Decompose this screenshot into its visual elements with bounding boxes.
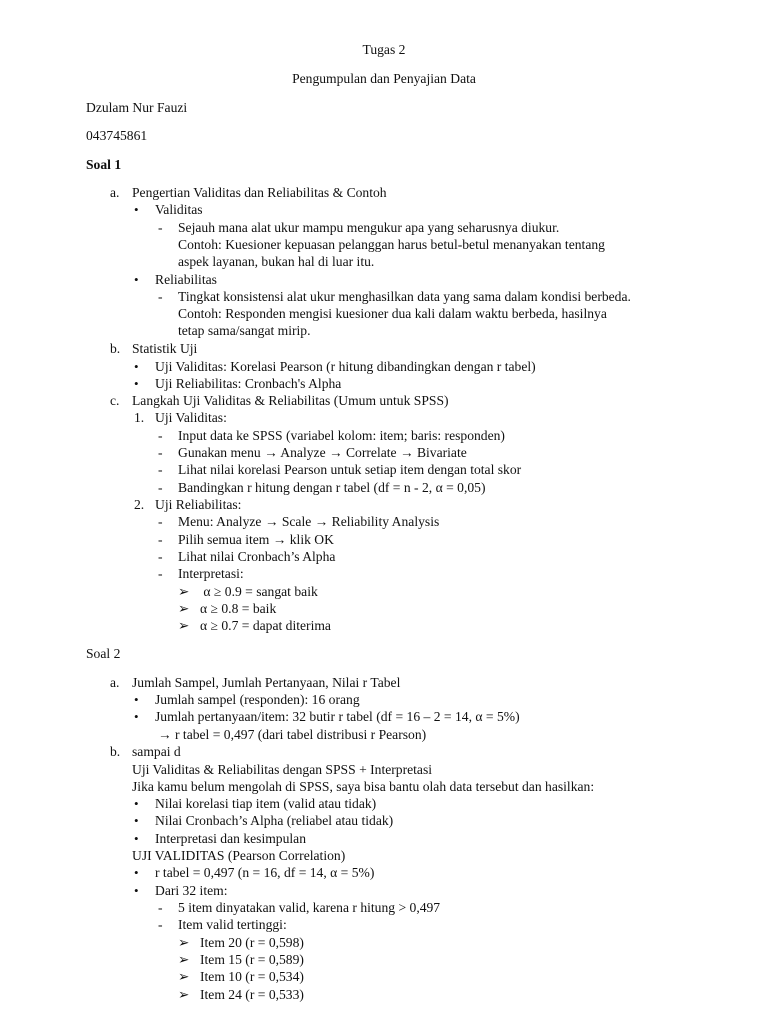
top-item: Item 24 (r = 0,533) <box>200 987 304 1002</box>
step-item: Lihat nilai korelasi Pearson untuk setiap item dengan total skor <box>178 462 522 477</box>
dash-marker: - <box>158 480 163 495</box>
step-item: Bandingkan r hitung dengan r tabel (df = n - 2, α = 0,05) <box>178 480 486 495</box>
step-item: Gunakan menu → Analyze → Correlate → Bivariate <box>178 445 467 460</box>
dash-marker: - <box>158 532 163 547</box>
document-subtitle: Pengumpulan dan Penyajian Data <box>292 71 476 86</box>
top-item: Item 15 (r = 0,589) <box>200 952 304 967</box>
arrow-bullet-icon: ➢ <box>178 952 190 967</box>
list-marker: a. <box>110 185 120 200</box>
interpretasi-item: α ≥ 0.9 = sangat baik <box>200 584 318 599</box>
list-marker: b. <box>110 341 121 356</box>
bullet-icon: • <box>134 376 139 391</box>
bullet-icon: • <box>134 272 139 287</box>
uji-validitas-heading: UJI VALIDITAS (Pearson Correlation) <box>132 848 346 863</box>
list-item: r tabel = 0,497 (n = 16, df = 14, α = 5%) <box>155 865 375 880</box>
list-item: Dari 32 item: <box>155 883 228 898</box>
list-item: Nilai Cronbach’s Alpha (reliabel atau tidak) <box>155 813 394 828</box>
reliabilitas-line: tetap sama/sangat mirip. <box>178 323 311 338</box>
list-marker: 2. <box>134 497 145 512</box>
reliabilitas-line: Tingkat konsistensi alat ukur menghasilkan data yang sama dalam kondisi berbeda. <box>178 289 631 304</box>
dash-marker: - <box>158 900 163 915</box>
step-item: Input data ke SPSS (variabel kolom: item; baris: responden) <box>178 428 505 443</box>
soal2-a-title: Jumlah Sampel, Jumlah Pertanyaan, Nilai r Tabel <box>132 675 401 690</box>
uji-validitas-label: Uji Validitas: <box>155 410 227 425</box>
arrow-bullet-icon: ➢ <box>178 601 190 616</box>
arrow-bullet-icon: ➢ <box>178 618 190 633</box>
dash-marker: - <box>158 566 163 581</box>
r-tabel-result: → r tabel = 0,497 (dari tabel distribusi r Pearson) <box>158 727 427 742</box>
sub-item: Item valid tertinggi: <box>178 917 287 932</box>
dash-marker: - <box>158 917 163 932</box>
list-marker: b. <box>110 744 121 759</box>
arrow-bullet-icon: ➢ <box>178 584 190 599</box>
list-item: Nilai korelasi tiap item (valid atau tidak) <box>155 796 377 811</box>
bullet-icon: • <box>134 359 139 374</box>
soal1-c-title: Langkah Uji Validitas & Reliabilitas (Umum untuk SPSS) <box>132 393 449 408</box>
dash-marker: - <box>158 428 163 443</box>
arrow-bullet-icon: ➢ <box>178 969 190 984</box>
soal1-b-title: Statistik Uji <box>132 341 198 356</box>
validitas-label: Validitas <box>155 202 203 217</box>
step-item: Menu: Analyze → Scale → Reliability Analysis <box>178 514 440 529</box>
validitas-line: aspek layanan, bukan hal di luar itu. <box>178 254 375 269</box>
soal2-b-title: sampai d <box>132 744 181 759</box>
author-name: Dzulam Nur Fauzi <box>86 100 188 115</box>
student-id: 043745861 <box>86 128 148 143</box>
interpretasi-item: α ≥ 0.8 = baik <box>200 601 277 616</box>
document-title: Tugas 2 <box>362 42 406 57</box>
arrow-bullet-icon: ➢ <box>178 987 190 1002</box>
sub-item: 5 item dinyatakan valid, karena r hitung > 0,497 <box>178 900 441 915</box>
list-item: Uji Validitas: Korelasi Pearson (r hitung dibandingkan dengan r tabel) <box>155 359 536 374</box>
interpretasi-item: α ≥ 0.7 = dapat diterima <box>200 618 331 633</box>
step-item: Lihat nilai Cronbach’s Alpha <box>178 549 336 564</box>
bullet-icon: • <box>134 831 139 846</box>
reliabilitas-label: Reliabilitas <box>155 272 217 287</box>
bullet-icon: • <box>134 865 139 880</box>
bullet-icon: • <box>134 709 139 724</box>
dash-marker: - <box>158 445 163 460</box>
bullet-icon: • <box>134 202 139 217</box>
soal1-heading: Soal 1 <box>86 157 122 172</box>
bullet-icon: • <box>134 692 139 707</box>
reliabilitas-line: Contoh: Responden mengisi kuesioner dua kali dalam waktu berbeda, hasilnya <box>178 306 607 321</box>
dash-marker: - <box>158 220 163 235</box>
validitas-line: Contoh: Kuesioner kepuasan pelanggan harus betul-betul menanyakan tentang <box>178 237 605 252</box>
paragraph-line: Uji Validitas & Reliabilitas dengan SPSS + Interpretasi <box>132 762 433 777</box>
list-marker: c. <box>110 393 120 408</box>
paragraph-line: Jika kamu belum mengolah di SPSS, saya bisa bantu olah data tersebut dan hasilkan: <box>132 779 595 794</box>
soal2-heading: Soal 2 <box>86 646 121 661</box>
validitas-line: Sejauh mana alat ukur mampu mengukur apa yang seharusnya diukur. <box>178 220 560 235</box>
bullet-icon: • <box>134 796 139 811</box>
list-marker: 1. <box>134 410 145 425</box>
list-item: Interpretasi dan kesimpulan <box>155 831 306 846</box>
soal1-a-title: Pengertian Validitas dan Reliabilitas & Contoh <box>132 185 387 200</box>
list-item: Uji Reliabilitas: Cronbach's Alpha <box>155 376 342 391</box>
uji-reliabilitas-label: Uji Reliabilitas: <box>155 497 242 512</box>
arrow-bullet-icon: ➢ <box>178 935 190 950</box>
list-item: Jumlah pertanyaan/item: 32 butir r tabel (df = 16 – 2 = 14, α = 5%) <box>155 709 520 724</box>
top-item: Item 10 (r = 0,534) <box>200 969 304 984</box>
dash-marker: - <box>158 289 163 304</box>
bullet-icon: • <box>134 813 139 828</box>
list-marker: a. <box>110 675 120 690</box>
dash-marker: - <box>158 549 163 564</box>
step-item: Interpretasi: <box>178 566 244 581</box>
top-item: Item 20 (r = 0,598) <box>200 935 304 950</box>
list-item: Jumlah sampel (responden): 16 orang <box>155 692 360 707</box>
step-item: Pilih semua item → klik OK <box>178 532 334 547</box>
dash-marker: - <box>158 514 163 529</box>
dash-marker: - <box>158 462 163 477</box>
bullet-icon: • <box>134 883 139 898</box>
